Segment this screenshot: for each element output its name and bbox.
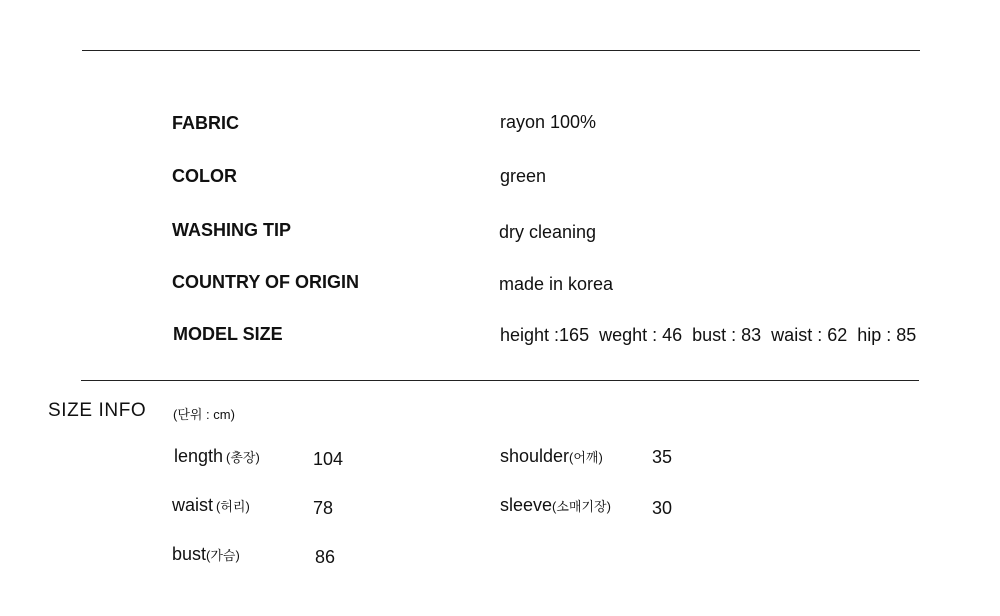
length-korean: (총장) <box>226 450 260 465</box>
size-info-title: SIZE INFO <box>48 400 147 421</box>
model-size-label: MODEL SIZE <box>173 324 283 344</box>
bust-value: 86 <box>315 547 336 567</box>
washing-tip-value: dry cleaning <box>499 222 597 242</box>
country-of-origin-value: made in korea <box>499 274 614 294</box>
country-of-origin-label: COUNTRY OF ORIGIN <box>172 272 360 292</box>
length-label <box>174 446 260 467</box>
washing-tip-label: WASHING TIP <box>172 220 292 240</box>
shoulder-label <box>500 446 603 467</box>
waist-name: waist <box>172 495 214 515</box>
sleeve-label <box>500 495 611 516</box>
shoulder-korean: (어깨) <box>569 450 603 465</box>
waist-value: 78 <box>313 498 334 518</box>
color-label: COLOR <box>172 166 237 186</box>
waist-korean: (허리) <box>216 499 250 514</box>
fabric-value: rayon 100% <box>500 112 597 132</box>
top-divider <box>82 50 920 51</box>
size-divider <box>81 380 919 381</box>
color-value: green <box>500 166 547 186</box>
bust-name: bust <box>172 544 207 564</box>
sleeve-value: 30 <box>652 498 673 518</box>
sleeve-name: sleeve <box>500 495 553 515</box>
model-size-value: height :165 weght : 46 bust : 83 waist : 62 hip : 85 <box>500 325 917 345</box>
bust-korean: (가슴) <box>206 548 240 563</box>
length-name: length <box>174 446 224 466</box>
fabric-label: FABRIC <box>172 113 239 133</box>
waist-label <box>172 495 250 516</box>
bust-label <box>172 544 240 565</box>
length-value: 104 <box>313 449 344 469</box>
sleeve-korean: (소매기장) <box>552 499 611 514</box>
shoulder-name: shoulder <box>500 446 570 466</box>
shoulder-value: 35 <box>652 447 673 467</box>
size-unit-note: (단위 : cm) <box>173 407 235 422</box>
